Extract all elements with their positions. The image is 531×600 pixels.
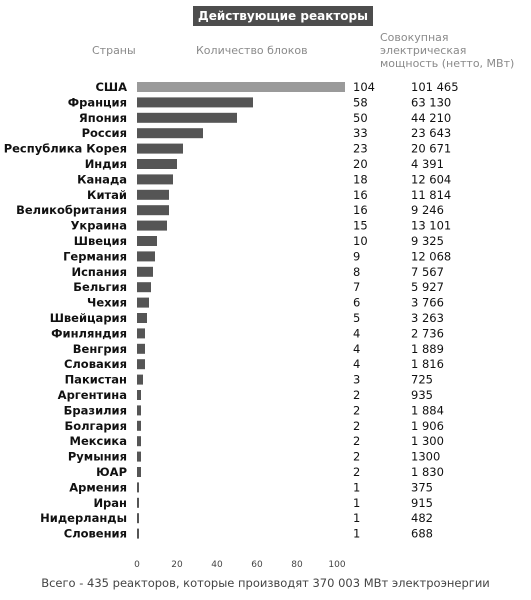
country-label: Германия [63, 249, 127, 264]
country-label: Япония [78, 110, 127, 125]
units-value: 1 [353, 526, 361, 541]
bar [137, 467, 141, 477]
units-value: 33 [353, 126, 368, 141]
units-value: 16 [353, 203, 368, 218]
power-value: 725 [411, 372, 433, 387]
country-label: Швеция [73, 234, 127, 248]
power-value: 1 889 [411, 341, 444, 356]
units-value: 6 [353, 295, 361, 310]
power-value: 1300 [411, 449, 441, 464]
chart-title: Действующие реакторы [193, 6, 373, 26]
country-label: Финляндия [51, 326, 127, 341]
units-value: 1 [353, 511, 361, 526]
units-value: 16 [353, 187, 368, 202]
power-value: 688 [411, 526, 433, 541]
power-value: 13 101 [411, 218, 452, 233]
power-value: 1 816 [411, 357, 444, 372]
power-value: 1 300 [411, 434, 444, 449]
units-value: 5 [353, 311, 361, 325]
power-value: 915 [411, 495, 433, 510]
country-label: Украина [70, 218, 127, 233]
country-label: Болгария [64, 418, 127, 433]
country-label: Великобритания [16, 203, 127, 218]
bar [137, 482, 139, 492]
power-value: 3 263 [411, 311, 444, 325]
units-value: 58 [353, 95, 368, 110]
footer-summary: Всего - 435 реакторов, которые производят 370 003 МВт электроэнергии [41, 576, 490, 590]
units-value: 18 [353, 172, 368, 187]
power-header-line-1: Совокупная [380, 31, 449, 44]
units-value: 2 [353, 465, 361, 479]
x-tick-label: 80 [291, 560, 303, 570]
bar [137, 205, 169, 215]
x-tick-label: 60 [251, 560, 263, 570]
bar [137, 405, 141, 415]
country-label: Испания [71, 264, 127, 279]
power-value: 63 130 [411, 95, 452, 110]
power-value: 1 830 [411, 465, 444, 479]
units-value: 20 [353, 157, 368, 171]
country-label: Россия [81, 126, 127, 141]
power-value: 9 246 [411, 203, 444, 218]
units-value: 104 [353, 80, 375, 94]
x-tick-label: 40 [211, 560, 223, 570]
power-header-line-3: мощность (нетто, МВт) [380, 57, 515, 70]
power-value: 5 927 [411, 280, 444, 295]
country-label: США [95, 80, 127, 94]
power-header-line-2: электрическая [380, 44, 467, 57]
units-value: 2 [353, 388, 361, 402]
bar [137, 159, 177, 169]
country-label: Мексика [69, 434, 127, 449]
bar [137, 97, 253, 107]
units-value: 1 [353, 480, 361, 495]
bar [137, 251, 155, 261]
country-label: Словакия [63, 357, 127, 372]
country-label: Франция [67, 95, 127, 110]
bar [137, 328, 145, 338]
power-value: 11 814 [411, 187, 452, 202]
units-value: 4 [353, 341, 361, 356]
country-label: Пакистан [64, 372, 127, 387]
bar [137, 375, 143, 385]
bar [137, 128, 203, 138]
units-value: 10 [353, 234, 368, 248]
power-value: 101 465 [411, 80, 459, 94]
units-value: 7 [353, 280, 361, 295]
power-value: 44 210 [411, 110, 452, 125]
bar [137, 221, 167, 231]
bar [137, 267, 153, 277]
bar [137, 436, 141, 446]
country-label: Бразилия [63, 403, 127, 418]
x-tick-label: 0 [134, 560, 140, 570]
units-value: 15 [353, 218, 368, 233]
power-value: 3 766 [411, 295, 444, 310]
power-value: 4 391 [411, 157, 444, 171]
units-value: 1 [353, 495, 361, 510]
country-label: Республика Корея [3, 141, 127, 156]
units-value: 2 [353, 434, 361, 449]
power-value: 23 643 [411, 126, 452, 141]
countries-column-header: Страны [92, 44, 136, 57]
country-label: Швейцария [49, 311, 127, 325]
bar [137, 82, 345, 92]
power-value: 2 736 [411, 326, 444, 341]
bar [137, 452, 141, 462]
units-value: 4 [353, 357, 361, 372]
units-value: 3 [353, 372, 361, 387]
units-value: 23 [353, 141, 368, 156]
country-label: Румыния [67, 449, 127, 464]
country-label: ЮАР [96, 465, 127, 479]
units-value: 9 [353, 249, 361, 264]
country-label: Аргентина [57, 388, 127, 402]
power-value: 9 325 [411, 234, 444, 248]
power-value: 1 906 [411, 418, 444, 433]
x-tick-label: 100 [328, 560, 346, 570]
bar [137, 282, 151, 292]
bar [137, 359, 145, 369]
power-value: 935 [411, 388, 433, 402]
country-label: Чехия [87, 295, 127, 310]
bar [137, 344, 145, 354]
power-value: 20 671 [411, 141, 452, 156]
bar [137, 498, 139, 508]
units-column-header: Количество блоков [196, 44, 308, 57]
bar [137, 298, 149, 308]
units-value: 4 [353, 326, 361, 341]
country-label: Иран [93, 495, 127, 510]
units-value: 2 [353, 418, 361, 433]
country-label: Канада [77, 172, 127, 187]
country-label: Китай [87, 187, 127, 202]
power-value: 7 567 [411, 264, 444, 279]
country-label: Бельгия [73, 280, 127, 295]
bar [137, 190, 169, 200]
bar [137, 144, 183, 154]
bar [137, 236, 157, 246]
country-label: Венгрия [72, 341, 127, 356]
power-value: 12 604 [411, 172, 452, 187]
power-value: 482 [411, 511, 433, 526]
country-label: Нидерланды [40, 511, 127, 526]
units-value: 8 [353, 264, 361, 279]
country-label: Армения [69, 480, 127, 495]
bar [137, 113, 237, 123]
country-label: Индия [84, 157, 127, 171]
bar [137, 313, 147, 323]
country-label: Словения [63, 526, 127, 541]
units-value: 50 [353, 110, 368, 125]
power-value: 12 068 [411, 249, 452, 264]
bar [137, 529, 139, 539]
bar [137, 421, 141, 431]
bar [137, 174, 173, 184]
x-tick-label: 20 [171, 560, 183, 570]
power-value: 375 [411, 480, 433, 495]
bar [137, 513, 139, 523]
units-value: 2 [353, 449, 361, 464]
units-value: 2 [353, 403, 361, 418]
bar [137, 390, 141, 400]
power-value: 1 884 [411, 403, 444, 418]
